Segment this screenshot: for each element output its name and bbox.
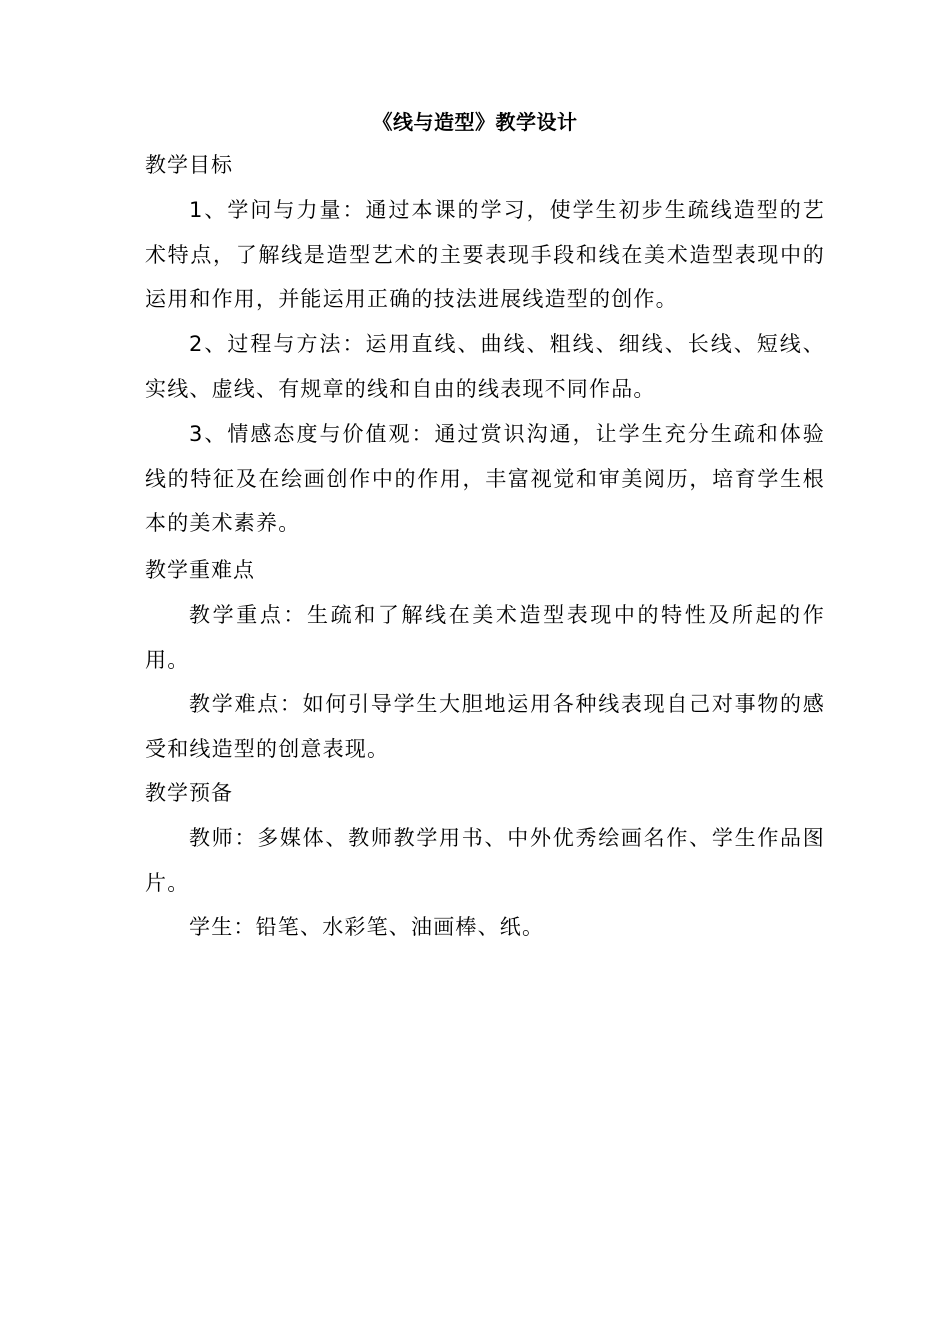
section-heading-preparation: 教学预备 (145, 781, 233, 805)
paragraph-objective-1: 1、学问与力量：通过本课的学习，使学生初步生疏线造型的艺术特点，了解线是造型艺术的主要表现手段和线在美术造型表现中的运用和作用，并能运用正确的技法进展线造型的创作。 (145, 198, 825, 311)
section-heading-objectives: 教学目标 (145, 153, 233, 177)
paragraph-teacher-preparation: 教师：多媒体、教师教学用书、中外优秀绘画名作、学生作品图片。 (145, 826, 825, 895)
paragraph-key-point: 教学重点：生疏和了解线在美术造型表现中的特性及所起的作用。 (145, 603, 825, 672)
document-title: 《线与造型》教学设计 (372, 110, 578, 134)
paragraph-objective-2: 2、过程与方法：运用直线、曲线、粗线、细线、长线、短线、实线、虚线、有规章的线和自由的线表现不同作品。 (145, 332, 825, 401)
paragraph-objective-3: 3、情感态度与价值观：通过赏识沟通，让学生充分生疏和体验线的特征及在绘画创作中的作用，丰富视觉和审美阅历，培育学生根本的美术素养。 (145, 422, 825, 535)
paragraph-student-preparation: 学生：铅笔、水彩笔、油画棒、纸。 (189, 915, 545, 939)
paragraph-difficult-point: 教学难点：如何引导学生大胆地运用各种线表现自己对事物的感受和线造型的创意表现。 (145, 692, 825, 761)
section-heading-key-points: 教学重难点 (145, 558, 255, 582)
